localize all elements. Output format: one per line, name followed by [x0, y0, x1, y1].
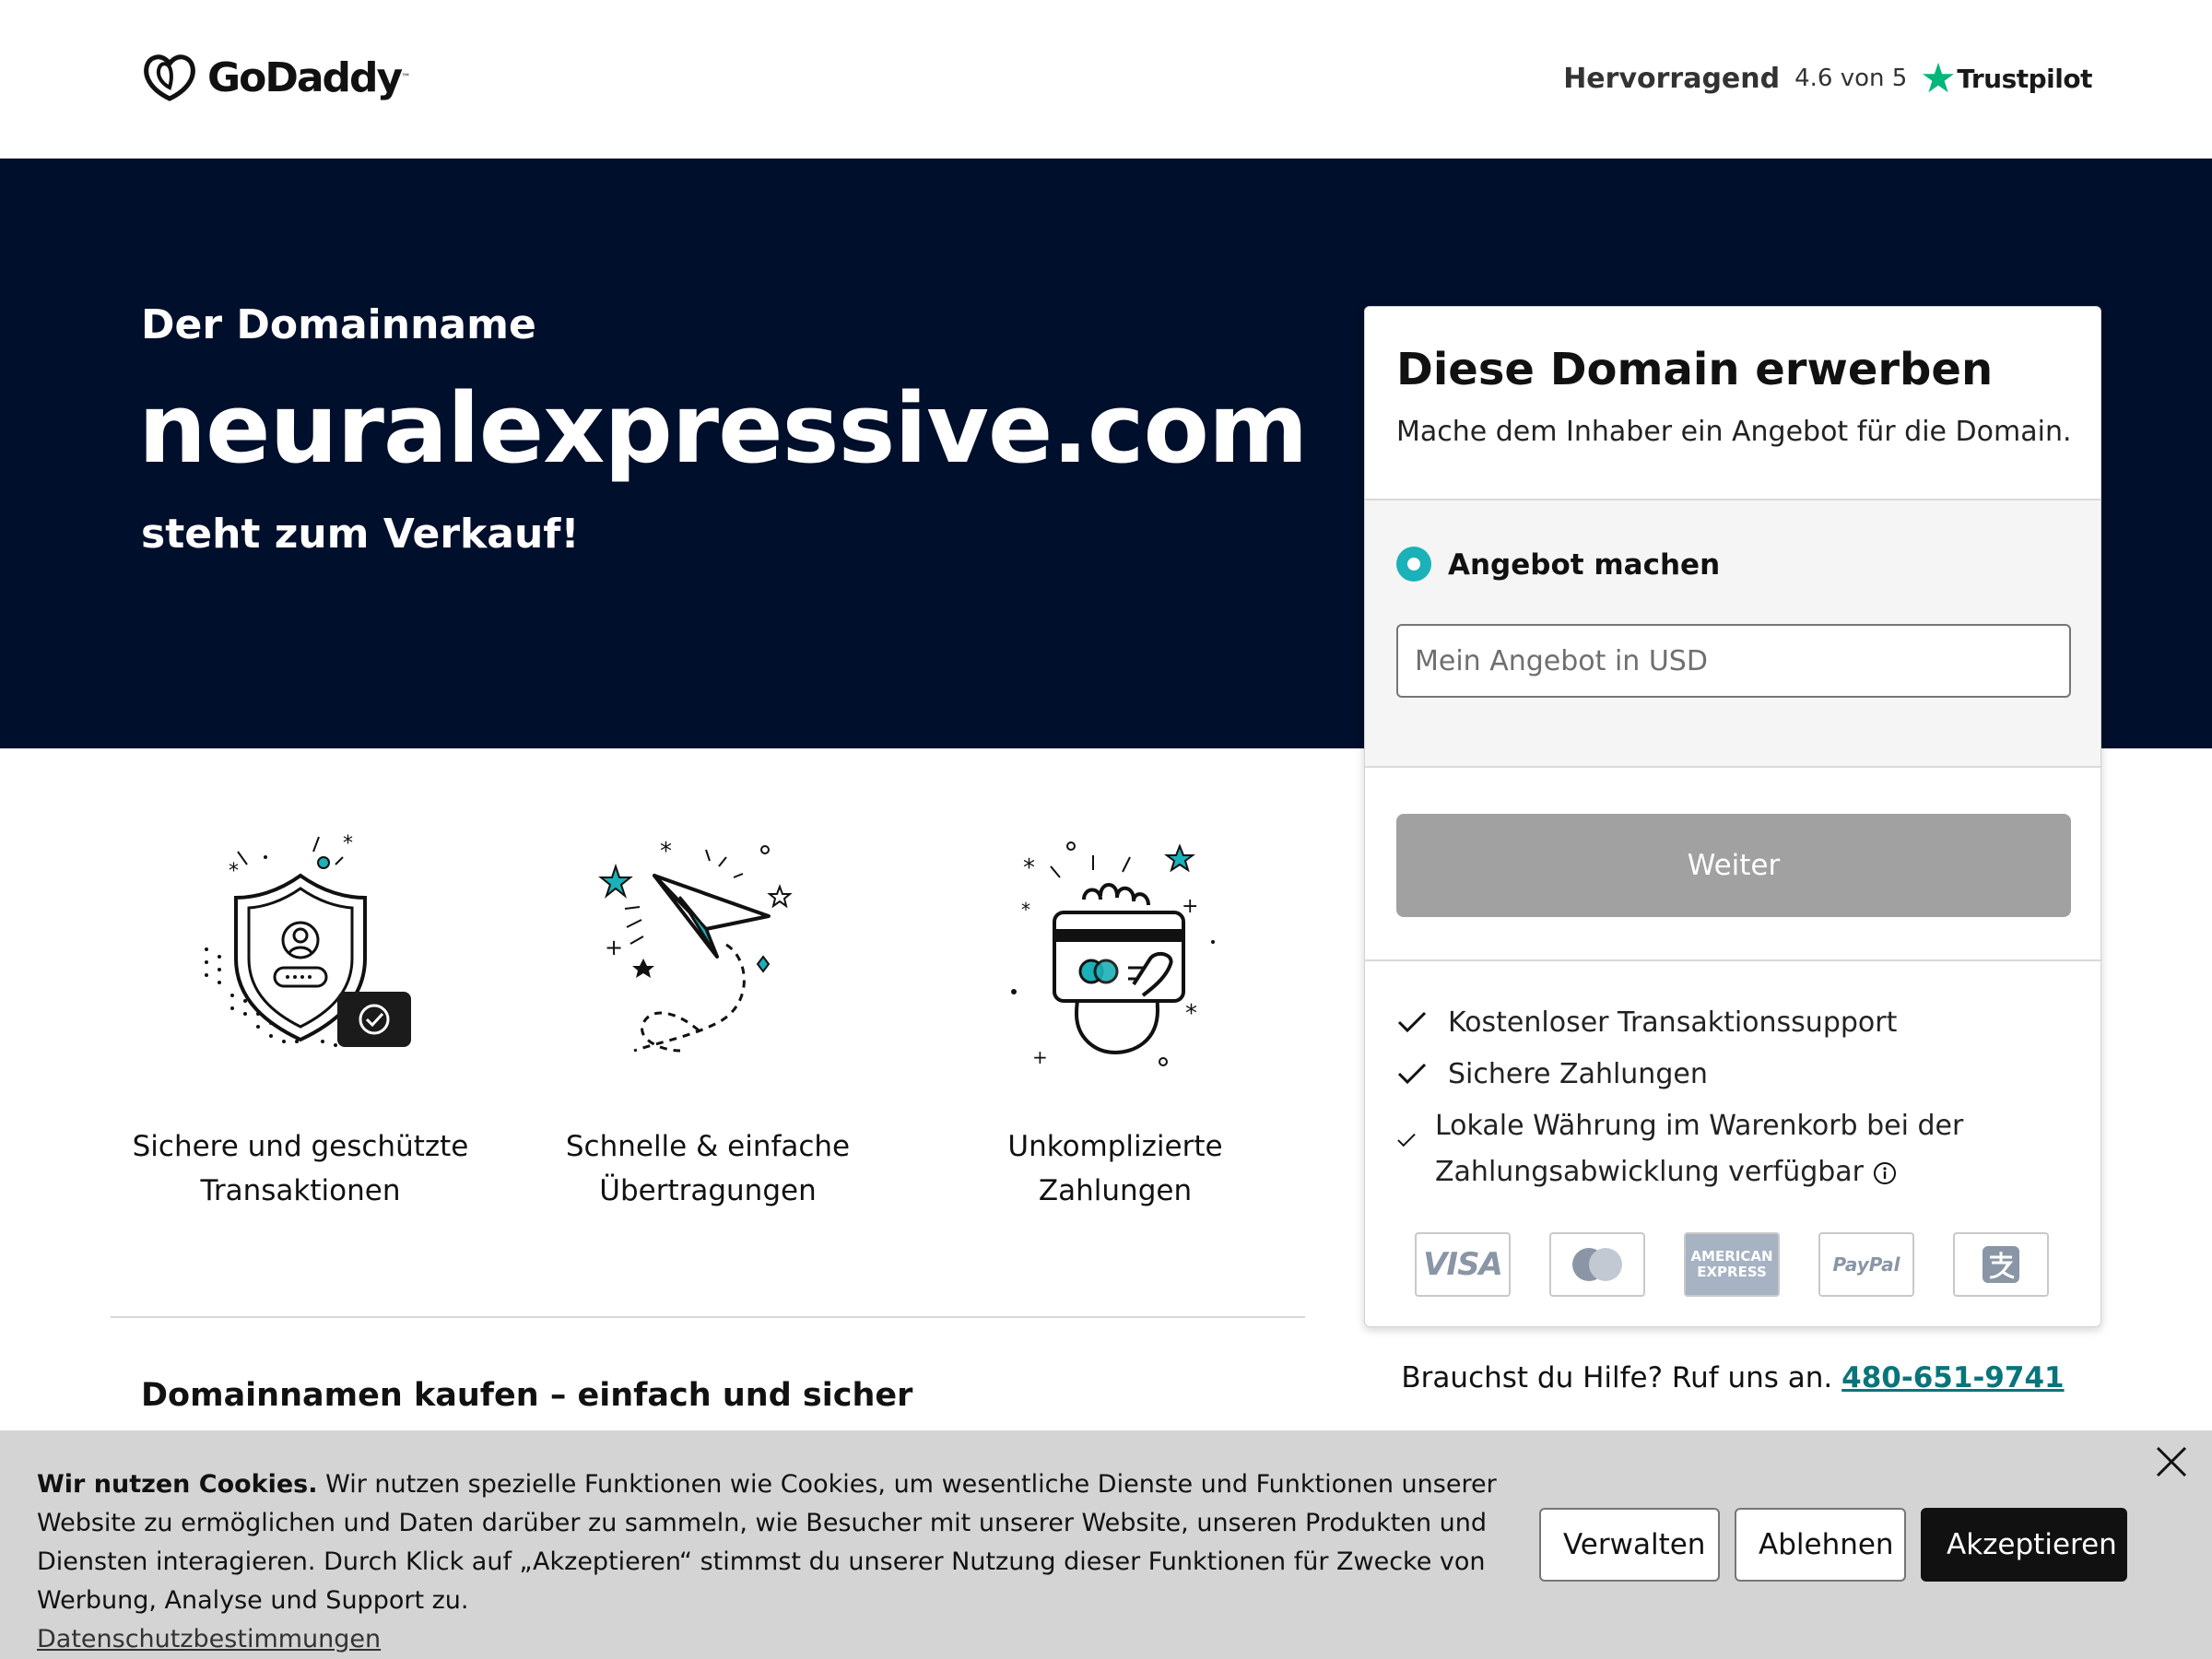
feature-label: Unkomplizierte Zahlungen: [1007, 1130, 1223, 1207]
payment-card-hand-icon: [995, 820, 1235, 1078]
benefits-list: [1396, 1000, 2078, 1201]
continue-button[interactable]: Weiter: [1396, 814, 2071, 917]
purchase-card-title: Diese Domain erwerben: [1396, 344, 1994, 395]
svg-text:*: *: [229, 860, 239, 883]
offer-radio-label[interactable]: Angebot machen: [1448, 548, 1721, 582]
godaddy-logo[interactable]: [141, 51, 410, 104]
site-header: [0, 0, 2212, 159]
svg-text:*: *: [343, 832, 353, 855]
hero-pretitle: Der Domainname: [141, 301, 536, 348]
trustpilot-rating[interactable]: [1563, 55, 2092, 101]
visa-icon: VISA: [1415, 1232, 1511, 1297]
radio-dot: [1407, 558, 1420, 571]
benefit-label: Lokale Währung im Warenkorb bei der Zahlungsabwicklung verfügbar: [1435, 1110, 1964, 1188]
offer-amount-input[interactable]: [1396, 624, 2071, 698]
cookie-title: Wir nutzen Cookies.: [37, 1470, 318, 1499]
benefit-item: [1396, 1103, 1986, 1195]
decline-cookies-button[interactable]: Ablehnen: [1735, 1508, 1906, 1582]
manage-cookies-button[interactable]: Verwalten: [1539, 1508, 1720, 1582]
purchase-card-header: [1365, 307, 2101, 500]
check-icon: [1396, 1061, 1428, 1087]
check-icon: [1396, 1009, 1428, 1035]
help-text: Brauchst du Hilfe? Ruf uns an.: [1401, 1361, 1833, 1394]
svg-text:*: *: [1185, 1000, 1197, 1028]
feature-label: Sichere und geschützte Transaktionen: [132, 1130, 469, 1207]
shield-icon: [181, 820, 420, 1078]
paper-plane-icon: [588, 820, 828, 1078]
mastercard-icon: [1549, 1232, 1645, 1297]
amex-icon: AMERICAN EXPRESS: [1684, 1232, 1780, 1297]
logo-text: GoDaddy: [207, 53, 402, 101]
hero-for-sale-text: steht zum Verkauf!: [141, 511, 580, 558]
svg-text:*: *: [1021, 899, 1030, 921]
paypal-icon: PayPal: [1818, 1232, 1914, 1297]
close-icon[interactable]: [2155, 1445, 2188, 1478]
accept-cookies-button[interactable]: Akzeptieren: [1921, 1508, 2127, 1582]
cookie-text: [37, 1465, 1548, 1659]
offer-radio[interactable]: [1396, 547, 1431, 582]
benefit-item: [1396, 1052, 2078, 1098]
svg-text:+: +: [605, 935, 624, 960]
godaddy-logo-icon: [141, 51, 198, 104]
svg-text:*: *: [660, 838, 672, 865]
check-icon: [1396, 1131, 1417, 1149]
continue-section: [1365, 768, 2101, 961]
rating-label: Hervorragend: [1563, 62, 1781, 95]
feature-secure-transactions: [116, 820, 485, 1207]
trademark-mark: ™: [401, 72, 411, 83]
feature-label: Schnelle & einfache Übertragungen: [565, 1130, 851, 1207]
section-title: Domainnamen kaufen – einfach und sicher: [141, 1377, 913, 1414]
info-icon[interactable]: [1873, 1161, 1897, 1185]
help-line: [1364, 1361, 2101, 1394]
rating-score: 4.6 von 5: [1794, 65, 1908, 92]
benefit-label: Sichere Zahlungen: [1448, 1058, 1708, 1090]
payment-methods: [1415, 1232, 2049, 1297]
domain-name-title: neuralexpressive.com: [138, 372, 1308, 485]
svg-text:*: *: [1023, 854, 1035, 882]
trustpilot-brand: Trustpilot: [1957, 63, 2092, 94]
svg-text:+: +: [1032, 1046, 1048, 1068]
offer-section: [1365, 500, 2101, 768]
cookie-body: Wir nutzen spezielle Funktionen wie Cookies, um wesentliche Dienste und Funktionen unserer Website zu ermöglichen und Daten darüber zu sammeln, wie Besucher mit unserer Website, unseren Produkten und Diensten interagieren. Durch Klick auf „Akzeptieren“ stimmst du unserer Nutzung dieser Funktionen für Zwecke von Werbung, Analyse und Support zu.: [37, 1470, 1497, 1615]
purchase-card: [1364, 306, 2101, 1327]
privacy-link[interactable]: Datenschutzbestimmungen: [37, 1625, 382, 1653]
svg-text:+: +: [1182, 895, 1199, 918]
content-divider: [111, 1316, 1305, 1318]
feature-easy-payments: [931, 820, 1300, 1207]
feature-fast-transfers: [524, 820, 892, 1207]
alipay-icon: [1953, 1232, 2049, 1297]
purchase-card-subtitle: Mache dem Inhaber ein Angebot für die Domain.: [1396, 416, 2072, 448]
help-phone-link[interactable]: 480-651-9741: [1841, 1361, 2065, 1394]
benefit-item: [1396, 1000, 2078, 1046]
trustpilot-star-icon: [1922, 63, 1955, 94]
benefit-label: Kostenloser Transaktionssupport: [1448, 1006, 1898, 1039]
